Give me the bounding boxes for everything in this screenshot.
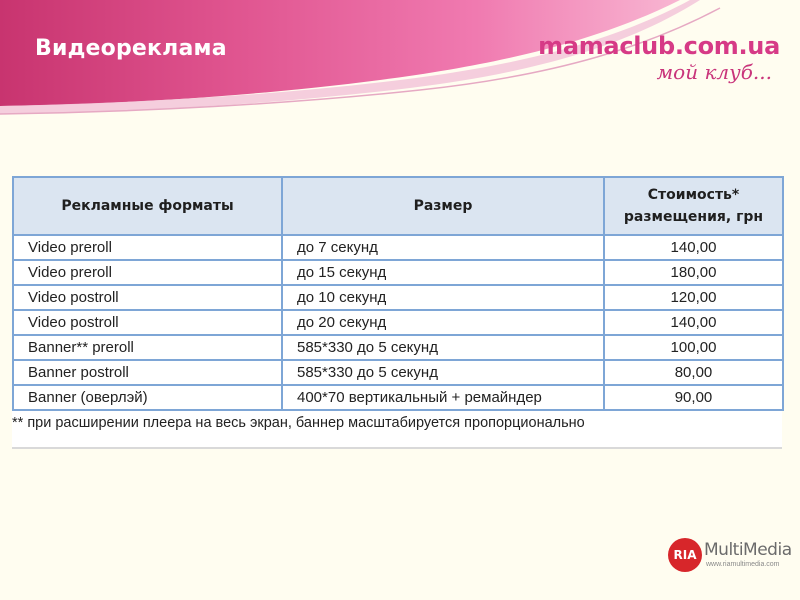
- logo-name: MultiMedia: [704, 540, 792, 560]
- table-row: [13, 235, 783, 260]
- cell-size: до 20 секунд: [282, 310, 604, 335]
- cell-format: Video postroll: [13, 310, 282, 335]
- cell-price: 140,00: [604, 310, 783, 335]
- cell-size: до 7 секунд: [282, 235, 604, 260]
- header-price: [604, 177, 783, 235]
- table-row: [13, 285, 783, 310]
- cell-format: Video preroll: [13, 235, 282, 260]
- brand-domain: mamaclub.com.ua: [538, 32, 780, 60]
- cell-price: 140,00: [604, 235, 783, 260]
- cell-price: 100,00: [604, 335, 783, 360]
- table-row: [13, 335, 783, 360]
- table-row: [13, 260, 783, 285]
- table-footnote: ** при расширении плеера на весь экран, баннер масштабируется пропорционально: [12, 411, 782, 449]
- cell-size: до 15 секунд: [282, 260, 604, 285]
- cell-format: Video preroll: [13, 260, 282, 285]
- header-price-line1: Стоимость*: [647, 187, 740, 203]
- cell-price: 80,00: [604, 360, 783, 385]
- table-header-row: [13, 177, 783, 235]
- table-row: [13, 385, 783, 410]
- cell-format: Video postroll: [13, 285, 282, 310]
- table-row: [13, 360, 783, 385]
- table-row: [13, 310, 783, 335]
- cell-price: 180,00: [604, 260, 783, 285]
- cell-size: 585*330 до 5 секунд: [282, 360, 604, 385]
- slide-title: Видеореклама: [35, 36, 227, 61]
- cell-format: Banner** preroll: [13, 335, 282, 360]
- header-format: Рекламные форматы: [13, 177, 282, 235]
- cell-price: 90,00: [604, 385, 783, 410]
- cell-size: до 10 секунд: [282, 285, 604, 310]
- cell-format: Banner (оверлэй): [13, 385, 282, 410]
- logo-url: www.riamultimedia.com: [706, 561, 780, 568]
- rates-table-container: [12, 176, 782, 449]
- cell-format: Banner postroll: [13, 360, 282, 385]
- cell-size: 585*330 до 5 секунд: [282, 335, 604, 360]
- cell-size: 400*70 вертикальный + ремайндер: [282, 385, 604, 410]
- ria-multimedia-logo: [668, 536, 792, 576]
- ria-badge-icon: RIA: [668, 538, 702, 572]
- cell-price: 120,00: [604, 285, 783, 310]
- rates-table: [12, 176, 784, 411]
- header-size: Размер: [282, 177, 604, 235]
- brand-logo: [538, 32, 780, 84]
- header-price-line2: размещения, грн: [623, 209, 764, 225]
- brand-slogan: мой клуб...: [656, 60, 772, 84]
- slide-header: [0, 0, 800, 125]
